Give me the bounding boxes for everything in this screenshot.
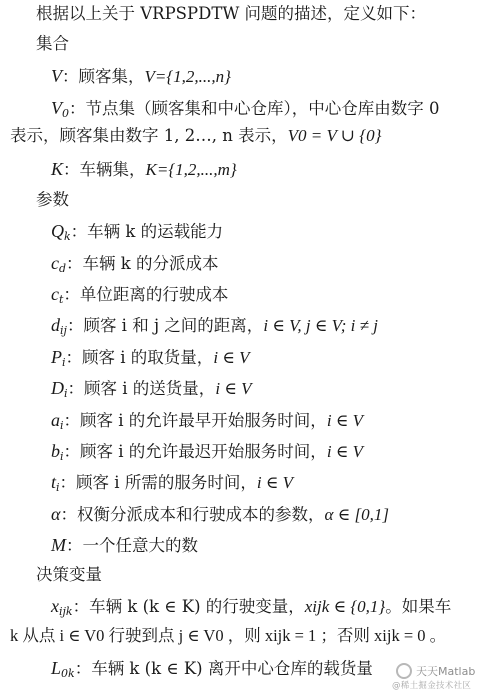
param-condition: i ∈ V, j ∈ V; i ≠ j [263,316,378,335]
param-desc: ：一个任意大的数 [66,536,198,555]
set-v-symbol: V [51,66,62,86]
param-row [0,376,494,406]
param-desc: ：权衡分派成本和行驶成本的参数， [60,505,325,524]
set-k-formula: K={1,2,...,m} [145,160,237,179]
param-desc: ：车辆 k 的分派成本 [66,254,219,273]
param-row [0,345,494,375]
decision-heading-text: 决策变量 [36,565,102,584]
set-v-line [0,64,494,89]
param-condition: i ∈ V [215,379,252,398]
param-desc: ：顾客 i 和 j 之间的距离， [66,316,264,335]
param-subscript: d [59,262,67,275]
param-condition: i ∈ V [256,473,294,492]
param-row [0,408,494,438]
param-condition: i ∈ V [326,442,364,461]
watermark-subtitle: @稀土掘金技术社区 [392,681,472,691]
param-row [0,282,494,312]
param-subscript: i [56,481,60,494]
set-v-formula: V={1,2,...,n} [144,67,231,86]
set-v0-line [0,96,494,126]
var-x-symbol: x [51,596,59,616]
param-desc: ：顾客 i 的取货量， [65,348,214,367]
param-symbol: P [51,347,62,367]
intro-line [0,2,494,26]
param-symbol: a [51,410,60,430]
watermark-name: 天天Matlab [416,665,476,678]
param-symbol: M [51,535,66,555]
param-symbol: c [51,253,59,273]
param-symbol: d [51,315,60,335]
param-condition: i ∈ V [326,411,364,430]
var-l-symbol: L [51,658,62,678]
var-x-cont-line [0,624,494,648]
param-subscript: i [62,356,66,369]
params-heading [0,188,494,212]
param-row [0,219,494,249]
sets-heading-text: 集合 [36,34,69,53]
intro-text: 根据以上关于 VRPSPDTW 问题的描述，定义如下： [36,4,427,23]
param-subscript: t [59,293,64,306]
param-subscript: i [60,450,64,463]
param-desc: ：顾客 i 所需的服务时间， [59,473,257,492]
param-symbol: c [51,284,59,304]
param-row [0,251,494,281]
set-v0-subscript: 0 [62,107,69,120]
param-desc: ：顾客 i 的送货量， [67,379,216,398]
param-subscript: ij [60,324,67,337]
param-row [0,502,494,527]
param-symbol: b [51,441,60,461]
decision-heading [0,563,494,587]
var-x-tail: 。如果车 [385,597,452,616]
param-row [0,470,494,500]
param-symbol: Q [51,221,64,241]
set-k-line [0,157,494,182]
var-x-cont: k 从点 i ∈ V0 行驶到点 j ∈ V0 ，则 xijk = 1 ；否则 xijk = 0 。 [10,626,447,645]
sets-heading [0,32,494,56]
var-x-subscript: ijk [59,605,73,618]
var-l-desc: ：车辆 k (k ∈ K) 离开中心仓库的载货量 [74,659,373,678]
set-v-desc: ：顾客集， [62,67,145,86]
var-x-line [0,594,494,624]
set-v0-cont-text: 表示，顾客集由数字 1, 2…, n 表示， [10,126,288,145]
set-v0-symbol: V [51,98,62,118]
param-subscript: k [64,230,71,243]
var-x-condition: xijk ∈ {0,1} [304,597,386,616]
param-row [0,439,494,469]
param-symbol: α [51,504,61,524]
watermark-logo-icon [396,663,412,679]
param-subscript: i [64,387,68,400]
param-subscript: i [60,419,64,432]
param-condition: α ∈ [0,1] [324,505,389,524]
set-v0-desc: ：节点集（顾客集和中心仓库），中心仓库由数字 0 [69,99,440,118]
var-l-subscript: 0k [61,667,75,680]
watermark [392,661,488,691]
param-desc: ：车辆 k 的运载能力 [70,222,224,241]
param-symbol: D [51,378,64,398]
var-x-desc: ：车辆 k (k ∈ K) 的行驶变量， [72,597,305,616]
set-v0-cont-line [0,124,494,148]
param-symbol: t [51,472,57,492]
set-k-desc: ：车辆集， [63,160,146,179]
set-k-symbol: K [51,159,64,179]
param-row [0,533,494,558]
param-condition: i ∈ V [213,348,250,367]
param-desc: ：顾客 i 的允许最迟开始服务时间， [63,442,327,461]
param-row [0,313,494,343]
param-desc: ：单位距离的行驶成本 [63,285,229,304]
params-heading-text: 参数 [36,190,69,209]
set-v0-formula: V0 = V ∪ {0} [287,126,382,145]
param-desc: ：顾客 i 的允许最早开始服务时间， [63,411,327,430]
